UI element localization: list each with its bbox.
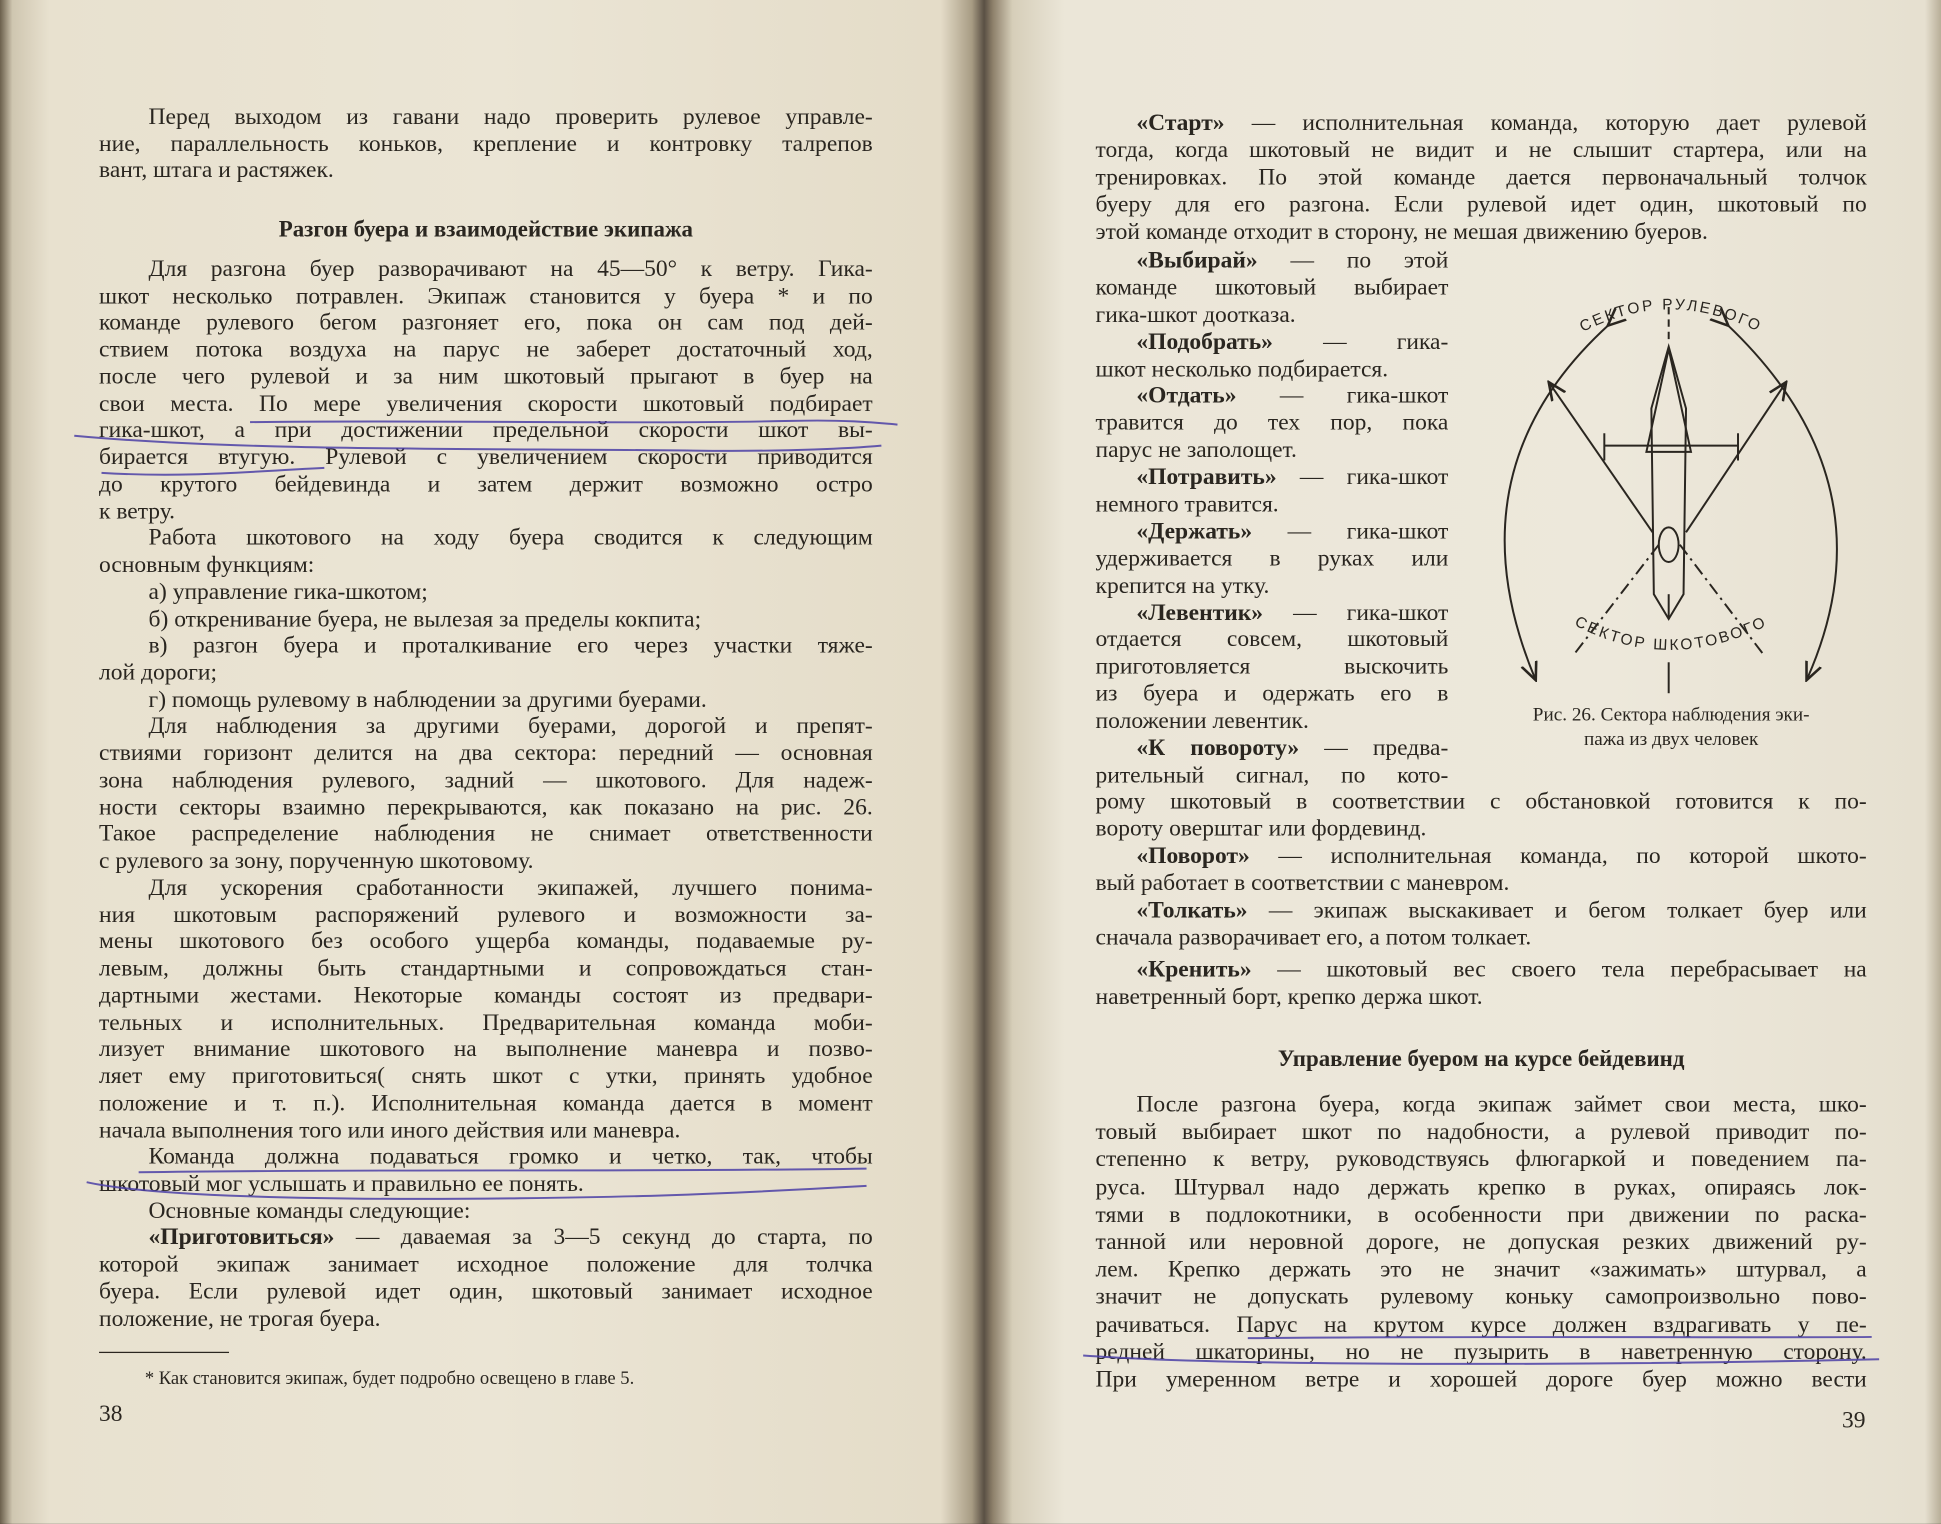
line-text: Основные команды следующие: (148, 1197, 471, 1224)
line-text: левым, должны быть стандартными и сопровождаться стан- (99, 955, 873, 982)
line-text: руса. Штурвал надо держать крепко в руках, опираясь лок- (1095, 1174, 1867, 1201)
line-text: — предва- (1299, 735, 1449, 762)
line-text: команде шкотовый выбирает (1095, 274, 1449, 301)
line-text: тогда, когда шкотовый не видит и не слышит стартера, или на (1095, 137, 1867, 164)
command-name: «Подобрать» (1136, 328, 1273, 355)
sector-arrow (1550, 384, 1653, 533)
command-name: «Левентик» (1136, 599, 1264, 626)
footnote: * Как становится экипаж, будет подробно освещено в главе 5. (144, 1369, 635, 1389)
command-name: «Поворот» (1136, 843, 1250, 870)
line-text: лизует внимание шкотового на выполнение маневра и позво- (99, 1036, 873, 1063)
command-name: «Отдать» (1136, 383, 1237, 410)
line-text: Команда должна подаваться громко и четко, так, чтобы (148, 1144, 873, 1171)
command-name: «Потравить» (1136, 464, 1277, 491)
caption-line: пажа из двух человек (1584, 729, 1759, 751)
line-text: в) разгон буера и проталкивание его через участки тяже- (148, 632, 873, 659)
line-text: рому шкотовый в соответствии с обстановкой готовится к по- (1095, 788, 1867, 815)
line-text: положение и т. п.). Исполнительная команда дается в момент (99, 1090, 873, 1117)
command-name: «Выбирай» (1136, 247, 1258, 274)
section-heading: Управление буером на курсе бейдевинд (1277, 1047, 1685, 1073)
line-text: тренировках. По этой команде дается первоначальный толчок (1095, 164, 1867, 191)
line-text: положение, не трогая буера. (99, 1305, 381, 1332)
line-text: а) управление гика-шкотом; (148, 579, 428, 606)
line-text: которой экипаж занимает исходное положение для толчка (99, 1251, 873, 1278)
line-text: из буера и одержать его в (1095, 681, 1449, 708)
line-text: положении левентик. (1095, 708, 1309, 735)
line-text: Перед выходом из гавани надо проверить рулевое управле- (148, 103, 873, 130)
line-text: ности секторы взаимно перекрываются, как показано на рис. 26. (99, 794, 873, 821)
line-text: отдается совсем, шкотовый (1095, 626, 1449, 653)
line-text: с рулевого за зону, порученную шкотовому. (99, 848, 534, 875)
line-text: ние, параллельность коньков, крепление и контровку талрепов (99, 130, 873, 157)
command-name: «Кренить» (1136, 956, 1252, 983)
line-text: рительный сигнал, по кото- (1095, 762, 1449, 789)
line-text: вороту оверштаг или фордевинд. (1095, 815, 1427, 842)
line-text: значит не допускать рулевому коньку самопроизвольно пово- (1095, 1284, 1867, 1311)
line-text: редней шкаторины, но не пузырить в наветренную сторону. (1095, 1339, 1867, 1366)
line-text: вый работает в соответствии с маневром. (1095, 870, 1510, 897)
page-number: 39 (1841, 1407, 1866, 1434)
line-text: рачиваться. Парус на крутом курсе должен вздрагивать у пе- (1095, 1311, 1867, 1338)
line-text: Работа шкотового на ходу буера сводится к следующим (148, 525, 873, 552)
line-text: — даваемая за 3—5 секунд до старта, по (334, 1224, 873, 1251)
command-name: «Толкать» (1136, 897, 1248, 924)
line-text: бирается втугую. Рулевой с увеличением скорости приводится (99, 444, 873, 471)
line-text: к ветру. (99, 498, 176, 525)
line-text: Для наблюдения за другими буерами, дорогой и препят- (148, 713, 873, 740)
line-text: свои места. По мере увеличения скорости шкотовый подбирает (99, 390, 873, 417)
line-text: мены шкотового без особого ущерба команды, подаваемые ру- (99, 928, 873, 955)
line-text: сначала разворачивает его, а потом толкает. (1095, 924, 1532, 951)
command-name: «К повороту» (1136, 735, 1300, 762)
line-text: Для ускорения сработанности экипажей, лучшего понима- (148, 875, 873, 902)
label-sheet-sector: СЕКТОР ШКОТОВОГО (1572, 613, 1771, 655)
page-number: 38 (99, 1401, 123, 1428)
line-text: тельных и исполнительных. Предварительная команда моби- (99, 1009, 873, 1036)
command-name: «Приготовиться» (148, 1224, 335, 1251)
line-text: — исполнительная команда, которую дает рулевой (1224, 110, 1867, 137)
label-helmsman-sector: СЕКТОР РУЛЕВОГО (1577, 296, 1765, 336)
sector-arrow (1686, 384, 1785, 533)
line-text: г) помощь рулевому в наблюдении за другими буерами. (148, 686, 707, 713)
line-text: дартными жестами. Некоторые команды состоят из предвари- (99, 982, 873, 1009)
line-text: шкот несколько подбирается. (1095, 355, 1389, 382)
line-text: ния шкотовым распоряжений рулевого и возможности за- (99, 901, 873, 928)
line-text: начала выполнения того или иного действия или маневра. (99, 1117, 681, 1144)
line-text: наветренный борт, крепко держа шкот. (1095, 984, 1483, 1011)
line-text: парус не заполощет. (1095, 437, 1297, 464)
line-text: товый выбирает шкот по надобности, а рулевой приводит по- (1095, 1119, 1867, 1146)
line-text: — гика-шкот (1276, 464, 1449, 491)
line-text: ляет ему приготовиться( снять шкот с утки, принять удобное (99, 1063, 873, 1090)
line-text: крепится на утку. (1095, 572, 1270, 599)
line-text: — шкотовый вес своего тела перебрасывает на (1251, 956, 1867, 983)
line-text: тями в подлокотники, в особенности при движении по раска- (1095, 1201, 1867, 1228)
line-text: зона наблюдения рулевого, задний — шкотового. Для надеж- (99, 767, 873, 794)
line-text: до крутого бейдевинда и затем держит возможно остро (99, 471, 873, 498)
line-text: — исполнительная команда, по которой шкото- (1249, 843, 1867, 870)
line-text: — гика-шкот (1263, 599, 1449, 626)
line-text: ствиями горизонт делится на два сектора: передний — основная (99, 740, 873, 767)
line-text: лой дороги; (99, 659, 218, 686)
line-text: приготовляется выскочить (1095, 654, 1449, 681)
line-text: буера. Если рулевой идет один, шкотовый занимает исходное (99, 1278, 873, 1305)
line-text: после чего рулевой и за ним шкотовый прыгают в буер на (99, 363, 873, 390)
line-text: буеру для его разгона. Если рулевой идет один, шкотовый по (1095, 191, 1867, 218)
line-text: гика-шкот, а при достижении предельной скорости шкот вы- (99, 417, 873, 444)
line-text: При умеренном ветре и хорошей дороге буер можно вести (1095, 1366, 1867, 1393)
line-text: гика-шкот доотказа. (1095, 301, 1296, 328)
line-text: команде рулевого бегом разгоняет его, пока он сам под дей- (99, 310, 873, 337)
line-text: этой команде отходит в сторону, не мешая движению буеров. (1095, 219, 1708, 246)
line-text: немного травится. (1095, 491, 1279, 518)
line-text: — экипаж выскакивает и бегом толкает буер или (1247, 897, 1867, 924)
line-text: После разгона буера, когда экипаж займет свои места, шко- (1136, 1091, 1867, 1118)
line-text: степенно к ветру, руководствуясь флюгаркой и поведением па- (1095, 1146, 1867, 1173)
line-text: — гика-шкот (1236, 383, 1449, 410)
pen-underlines (74, 421, 1879, 1364)
line-text: удерживается в руках или (1095, 545, 1449, 572)
line-text: — гика- (1272, 328, 1449, 355)
command-name: «Держать» (1136, 518, 1253, 545)
caption-line: Рис. 26. Сектора наблюдения эки- (1532, 704, 1810, 726)
line-text: лем. Крепко держать это не значит «зажимать» штурвал, а (1095, 1256, 1867, 1283)
section-heading: Разгон буера и взаимодействие экипажа (278, 217, 694, 243)
line-text: — гика-шкот (1252, 518, 1449, 545)
line-text: шкот несколько потравлен. Экипаж становится у буера * и по (99, 283, 873, 310)
line-text: вант, штага и растяжек. (99, 157, 334, 184)
line-text: основным функциям: (99, 552, 315, 579)
line-text: ствием потока воздуха на парус не заберет достаточный ход, (99, 336, 873, 363)
line-text: Такое распределение наблюдения не снимает ответственности (99, 821, 873, 848)
line-text: шкотовый мог услышать и правильно ее понять. (99, 1171, 584, 1198)
line-text: Для разгона буер разворачивают на 45—50° к ветру. Гика- (148, 256, 873, 283)
command-name: «Старт» (1136, 110, 1225, 137)
line-text: — по этой (1257, 247, 1449, 274)
line-text: танной или неровной дороге, не допуская резких движений ру- (1095, 1229, 1867, 1256)
line-text: б) откренивание буера, не вылезая за пределы кокпита; (148, 606, 702, 633)
line-text: травится до тех пор, пока (1095, 410, 1449, 437)
